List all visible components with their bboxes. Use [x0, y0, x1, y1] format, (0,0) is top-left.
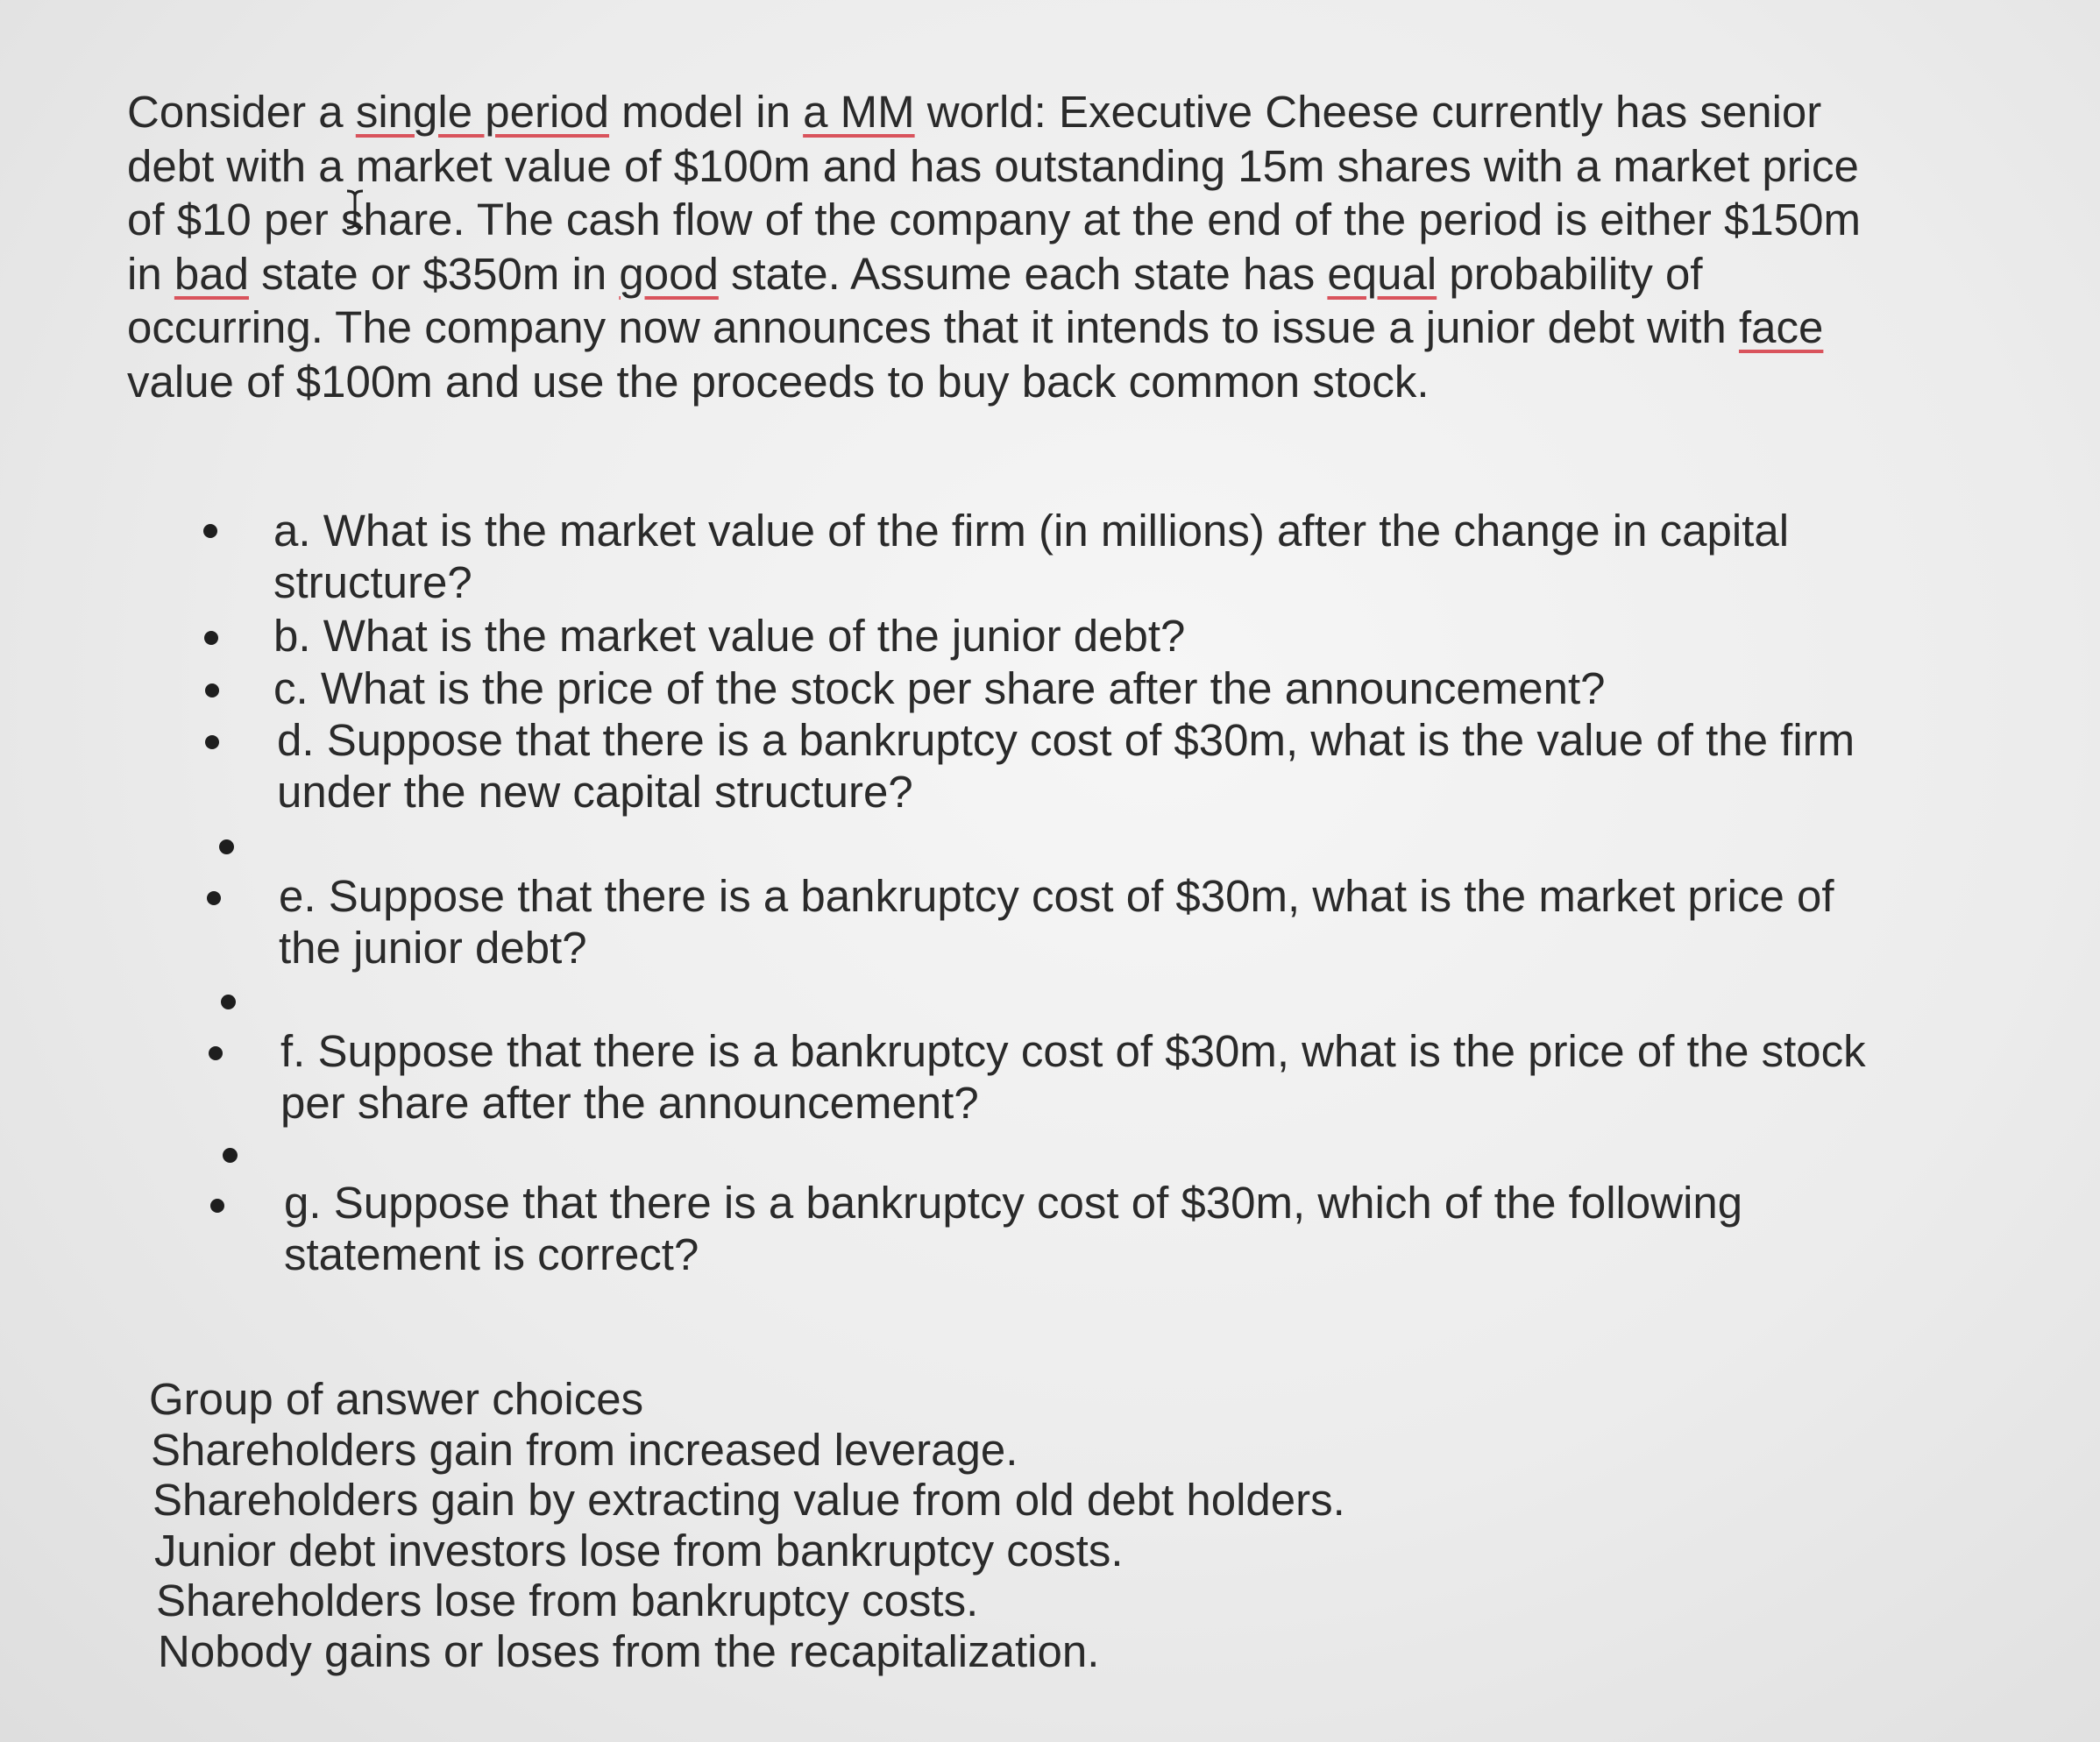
question-item [203, 870, 1834, 974]
question-line: the junior debt? [279, 923, 587, 973]
question-line: statement is correct? [284, 1229, 699, 1279]
intro-text: Consider a [127, 87, 356, 137]
spellcheck-word: a MM [803, 87, 915, 137]
bullet-icon [209, 1046, 223, 1060]
bullet-icon [207, 891, 221, 905]
question-line: f. Suppose that there is a bankruptcy cost of $30m, what is the price of the stock [280, 1026, 1866, 1076]
question-item [203, 505, 1789, 608]
bullet-icon [203, 524, 217, 538]
answer-choice[interactable]: Shareholders gain by extracting value from old debt holders. [153, 1475, 1345, 1525]
answer-choice[interactable]: Shareholders lose from bankruptcy costs. [156, 1576, 979, 1625]
question-line: structure? [273, 557, 472, 607]
question-item [203, 1025, 1866, 1129]
question-text [280, 1025, 1866, 1129]
intro-text: state. Assume each state has [718, 248, 1328, 299]
question-item [203, 610, 1185, 662]
spellcheck-word: bad [174, 248, 249, 299]
bullet-icon [205, 735, 219, 749]
intro-text: debt with a market value of $100m and has outstanding 15m shares with a market price [127, 140, 1859, 191]
question-line: under the new capital structure? [277, 767, 913, 817]
question-item [203, 1177, 1742, 1280]
intro-text: value of $100m and use the proceeds to buy back common stock. [127, 356, 1430, 407]
question-line: per share after the announcement? [280, 1078, 979, 1128]
question-line: a. What is the market value of the firm (in millions) after the change in capital [273, 506, 1790, 556]
question-text [284, 1177, 1742, 1280]
intro-text: share. The cash flow of the company at the end of the period is either $150m [340, 195, 1861, 244]
question-line: g. Suppose that there is a bankruptcy cost of $30m, which of the following [284, 1178, 1743, 1228]
intro-text: probability of [1437, 248, 1703, 299]
bullet-icon [221, 995, 236, 1009]
intro-text: world: Executive Cheese currently has senior [914, 87, 1822, 137]
answer-group-heading: Group of answer choices [149, 1374, 644, 1424]
bullet-icon [223, 1148, 238, 1163]
intro-text: in [127, 248, 174, 299]
bullet-icon [205, 683, 219, 698]
question-text [279, 870, 1834, 974]
bullet-icon [210, 1199, 224, 1213]
question-line: e. Suppose that there is a bankruptcy cost of $30m, what is the market price of [279, 871, 1834, 921]
bullet-icon [219, 839, 234, 854]
question-text [277, 714, 1855, 818]
question-item [203, 662, 1606, 714]
intro-text: occurring. The company now announces that it intends to issue a junior debt with [127, 302, 1739, 352]
intro-text: of $10 per [127, 195, 341, 244]
question-item [203, 714, 1855, 818]
question-line: d. Suppose that there is a bankruptcy cost of $30m, what is the value of the firm [277, 715, 1855, 765]
question-text [273, 610, 1185, 662]
answer-choice[interactable]: Junior debt investors lose from bankruptcy costs. [154, 1525, 1124, 1576]
answer-choice[interactable]: Nobody gains or loses from the recapitalization. [158, 1625, 1100, 1676]
question-text [273, 505, 1789, 608]
answer-choice[interactable]: Shareholders gain from increased leverage. [151, 1424, 1018, 1475]
intro-text: model in [609, 87, 804, 137]
spellcheck-word: good [619, 248, 719, 299]
spellcheck-word: equal [1327, 248, 1437, 299]
question-line: c. What is the price of the stock per share after the announcement? [273, 663, 1606, 713]
intro-text: state or $350m in [248, 248, 620, 299]
question-text [273, 662, 1606, 714]
spellcheck-word: face [1738, 302, 1824, 352]
bullet-icon [204, 631, 218, 645]
question-line: b. What is the market value of the junior debt? [273, 611, 1186, 661]
spellcheck-word: single period [355, 87, 610, 137]
answer-choices-group [149, 1374, 1345, 1676]
